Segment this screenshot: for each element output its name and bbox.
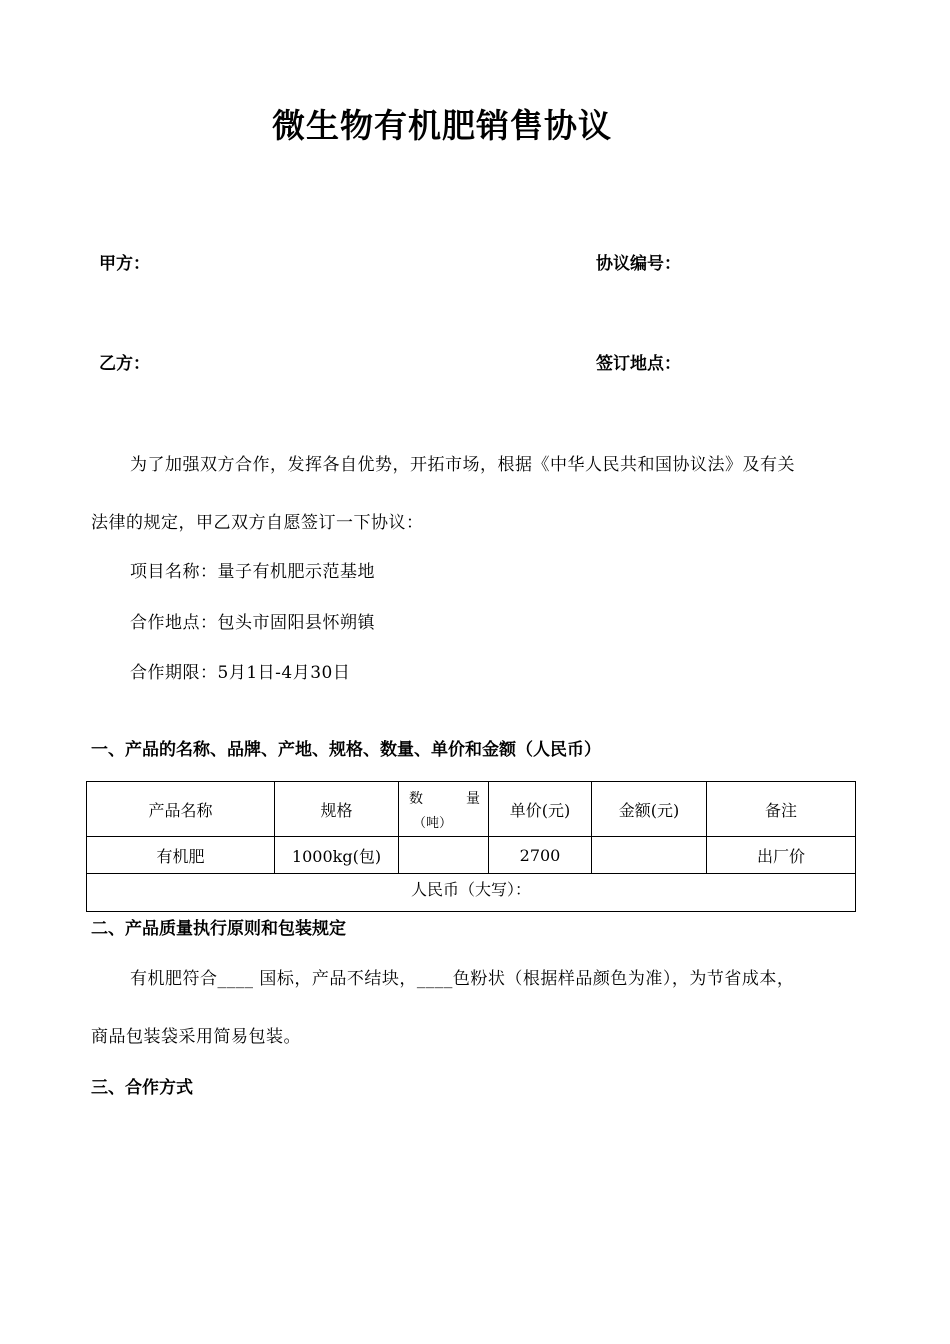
header-quantity-part-1: 数 — [409, 791, 423, 807]
intro-paragraph-line-1: 为了加强双方合作，发挥各自优势，开拓市场，根据《中华人民共和国协议法》及有关 — [130, 455, 795, 475]
party-b-label: 乙方： — [99, 354, 150, 374]
header-remark: 备注 — [707, 782, 856, 837]
section-2-heading: 二、产品质量执行原则和包装规定 — [91, 919, 346, 939]
agreement-number-label: 协议编号： — [596, 254, 681, 274]
header-amount: 金额(元) — [592, 782, 707, 837]
header-spec: 规格 — [275, 782, 399, 837]
header-quantity-unit: （吨） — [413, 816, 453, 831]
product-table — [86, 781, 856, 912]
section-2-line-2: 商品包装袋采用简易包装。 — [91, 1027, 301, 1047]
signing-place-label: 签订地点： — [596, 354, 681, 374]
cell-product-name: 有机肥 — [87, 837, 275, 874]
party-a-label: 甲方： — [99, 254, 150, 274]
cell-amount — [592, 837, 707, 874]
table-row — [87, 837, 856, 874]
document-title: 微生物有机肥销售协议 — [272, 106, 612, 145]
section-2-line-1: 有机肥符合____ 国标，产品不结块，____色粉状（根据样品颜色为准），为节省成本， — [130, 969, 795, 989]
table-header-row — [87, 782, 856, 837]
project-name: 项目名称：量子有机肥示范基地 — [130, 562, 375, 582]
header-quantity-part-2: 量 — [466, 791, 480, 807]
cell-spec: 1000kg(包) — [275, 837, 399, 874]
section-3-heading: 三、合作方式 — [91, 1078, 193, 1098]
cell-unit-price: 2700 — [489, 837, 592, 874]
table-total-row — [87, 874, 856, 912]
cooperation-period: 合作期限：5月1日-4月30日 — [130, 663, 351, 683]
cell-remark: 出厂价 — [707, 837, 856, 874]
cell-quantity — [399, 837, 489, 874]
total-rmb-uppercase: 人民币（大写）： — [87, 874, 856, 912]
intro-paragraph-line-2: 法律的规定，甲乙双方自愿签订一下协议： — [91, 513, 424, 533]
cooperation-place: 合作地点：包头市固阳县怀朔镇 — [130, 613, 375, 633]
header-product-name: 产品名称 — [87, 782, 275, 837]
header-quantity — [399, 782, 489, 837]
header-unit-price: 单价(元) — [489, 782, 592, 837]
section-1-heading: 一、产品的名称、品牌、产地、规格、数量、单价和金额（人民币） — [91, 740, 601, 760]
